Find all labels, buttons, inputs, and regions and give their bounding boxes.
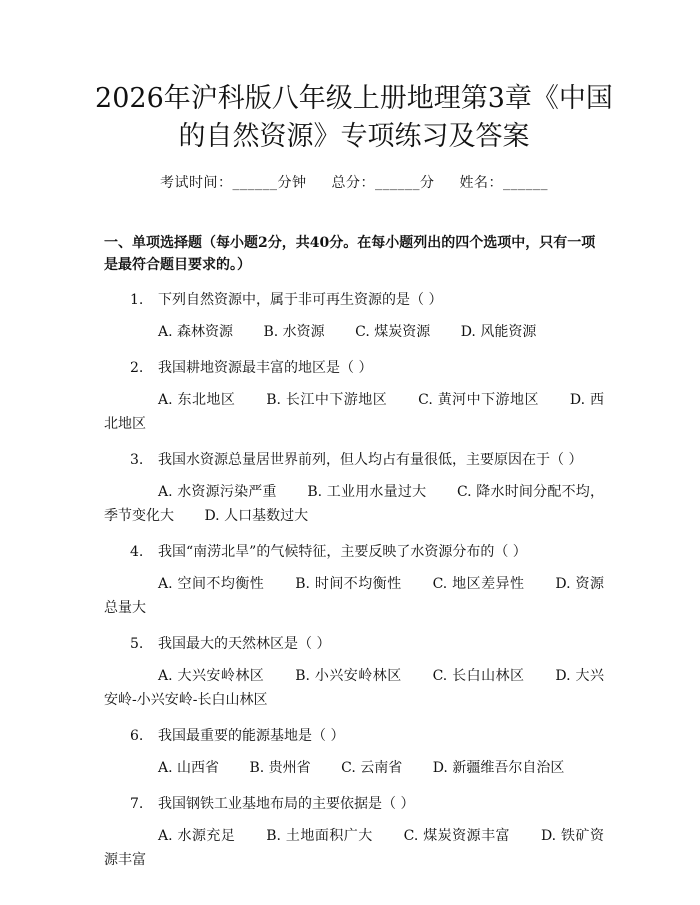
option-d: D. 资源总量大 xyxy=(104,576,604,616)
question-number: 5. xyxy=(130,636,144,652)
option-a: A. 大兴安岭林区 xyxy=(158,668,265,684)
option-b: B. 工业用水量过大 xyxy=(307,484,427,500)
exam-name: 姓名：______ xyxy=(459,175,548,191)
option-a: A. 森林资源 xyxy=(158,324,234,340)
exam-score: 总分：______分 xyxy=(331,175,435,191)
option-b: B. 土地面积广大 xyxy=(266,828,373,844)
option-d: D. 大兴安岭-小兴安岭-长白山林区 xyxy=(104,668,604,708)
option-c: C. 黄河中下游地区 xyxy=(418,392,539,408)
option-c: C. 云南省 xyxy=(341,760,403,776)
question-number: 2. xyxy=(130,360,144,376)
question-number: 3. xyxy=(130,452,144,468)
option-c: C. 长白山林区 xyxy=(432,668,525,684)
question-stem: 我国最大的天然林区是（ ） xyxy=(158,636,331,652)
question-stem: 我国“南涝北旱”的气候特征，主要反映了水资源分布的（ ） xyxy=(158,544,527,560)
option-d: D. 西北地区 xyxy=(104,392,604,432)
option-b: B. 时间不均衡性 xyxy=(295,576,402,592)
option-c: C. 降水时间分配不均，季节变化大 xyxy=(104,484,604,524)
document-title: 2026年沪科版八年级上册地理第3章《中国的自然资源》专项练习及答案 xyxy=(95,83,613,152)
question-number: 4. xyxy=(130,544,144,560)
option-d: D. 人口基数过大 xyxy=(204,508,309,524)
question-stem: 我国最重要的能源基地是（ ） xyxy=(158,728,345,744)
question xyxy=(104,724,604,780)
option-c: C. 煤炭资源 xyxy=(355,324,431,340)
option-a: A. 空间不均衡性 xyxy=(158,576,265,592)
question xyxy=(104,540,604,620)
question xyxy=(104,632,604,712)
option-c: C. 煤炭资源丰富 xyxy=(403,828,511,844)
option-a: A. 东北地区 xyxy=(158,392,236,408)
question-stem: 下列自然资源中，属于非可再生资源的是（ ） xyxy=(158,292,443,308)
question xyxy=(104,356,604,436)
question xyxy=(104,448,604,528)
question-stem: 我国水资源总量居世界前列，但人均占有量很低，主要原因在于（ ） xyxy=(158,452,583,468)
option-c: C. 地区差异性 xyxy=(432,576,525,592)
option-b: B. 长江中下游地区 xyxy=(266,392,388,408)
option-a: A. 山西省 xyxy=(158,760,220,776)
question-stem: 我国钢铁工业基地布局的主要依据是（ ） xyxy=(158,796,415,812)
option-d: D. 新疆维吾尔自治区 xyxy=(432,760,565,776)
option-a: A. 水资源污染严重 xyxy=(158,484,277,500)
option-b: B. 水资源 xyxy=(263,324,325,340)
exam-meta xyxy=(104,172,604,192)
question xyxy=(104,288,604,344)
option-b: B. 贵州省 xyxy=(249,760,311,776)
option-d: D. 风能资源 xyxy=(460,324,537,340)
section-heading: 一、单项选择题（每小题2分，共40分。在每小题列出的四个选项中，只有一项是最符合题目要求的。） xyxy=(104,235,596,273)
exam-time: 考试时间：______分钟 xyxy=(160,175,307,191)
question-number: 1. xyxy=(130,292,144,308)
question xyxy=(104,792,604,872)
option-b: B. 小兴安岭林区 xyxy=(295,668,402,684)
option-d: D. 铁矿资源丰富 xyxy=(104,828,604,868)
question-number: 7. xyxy=(130,796,144,812)
option-a: A. 水源充足 xyxy=(158,828,236,844)
question-number: 6. xyxy=(130,728,144,744)
question-stem: 我国耕地资源最丰富的地区是（ ） xyxy=(158,360,373,376)
